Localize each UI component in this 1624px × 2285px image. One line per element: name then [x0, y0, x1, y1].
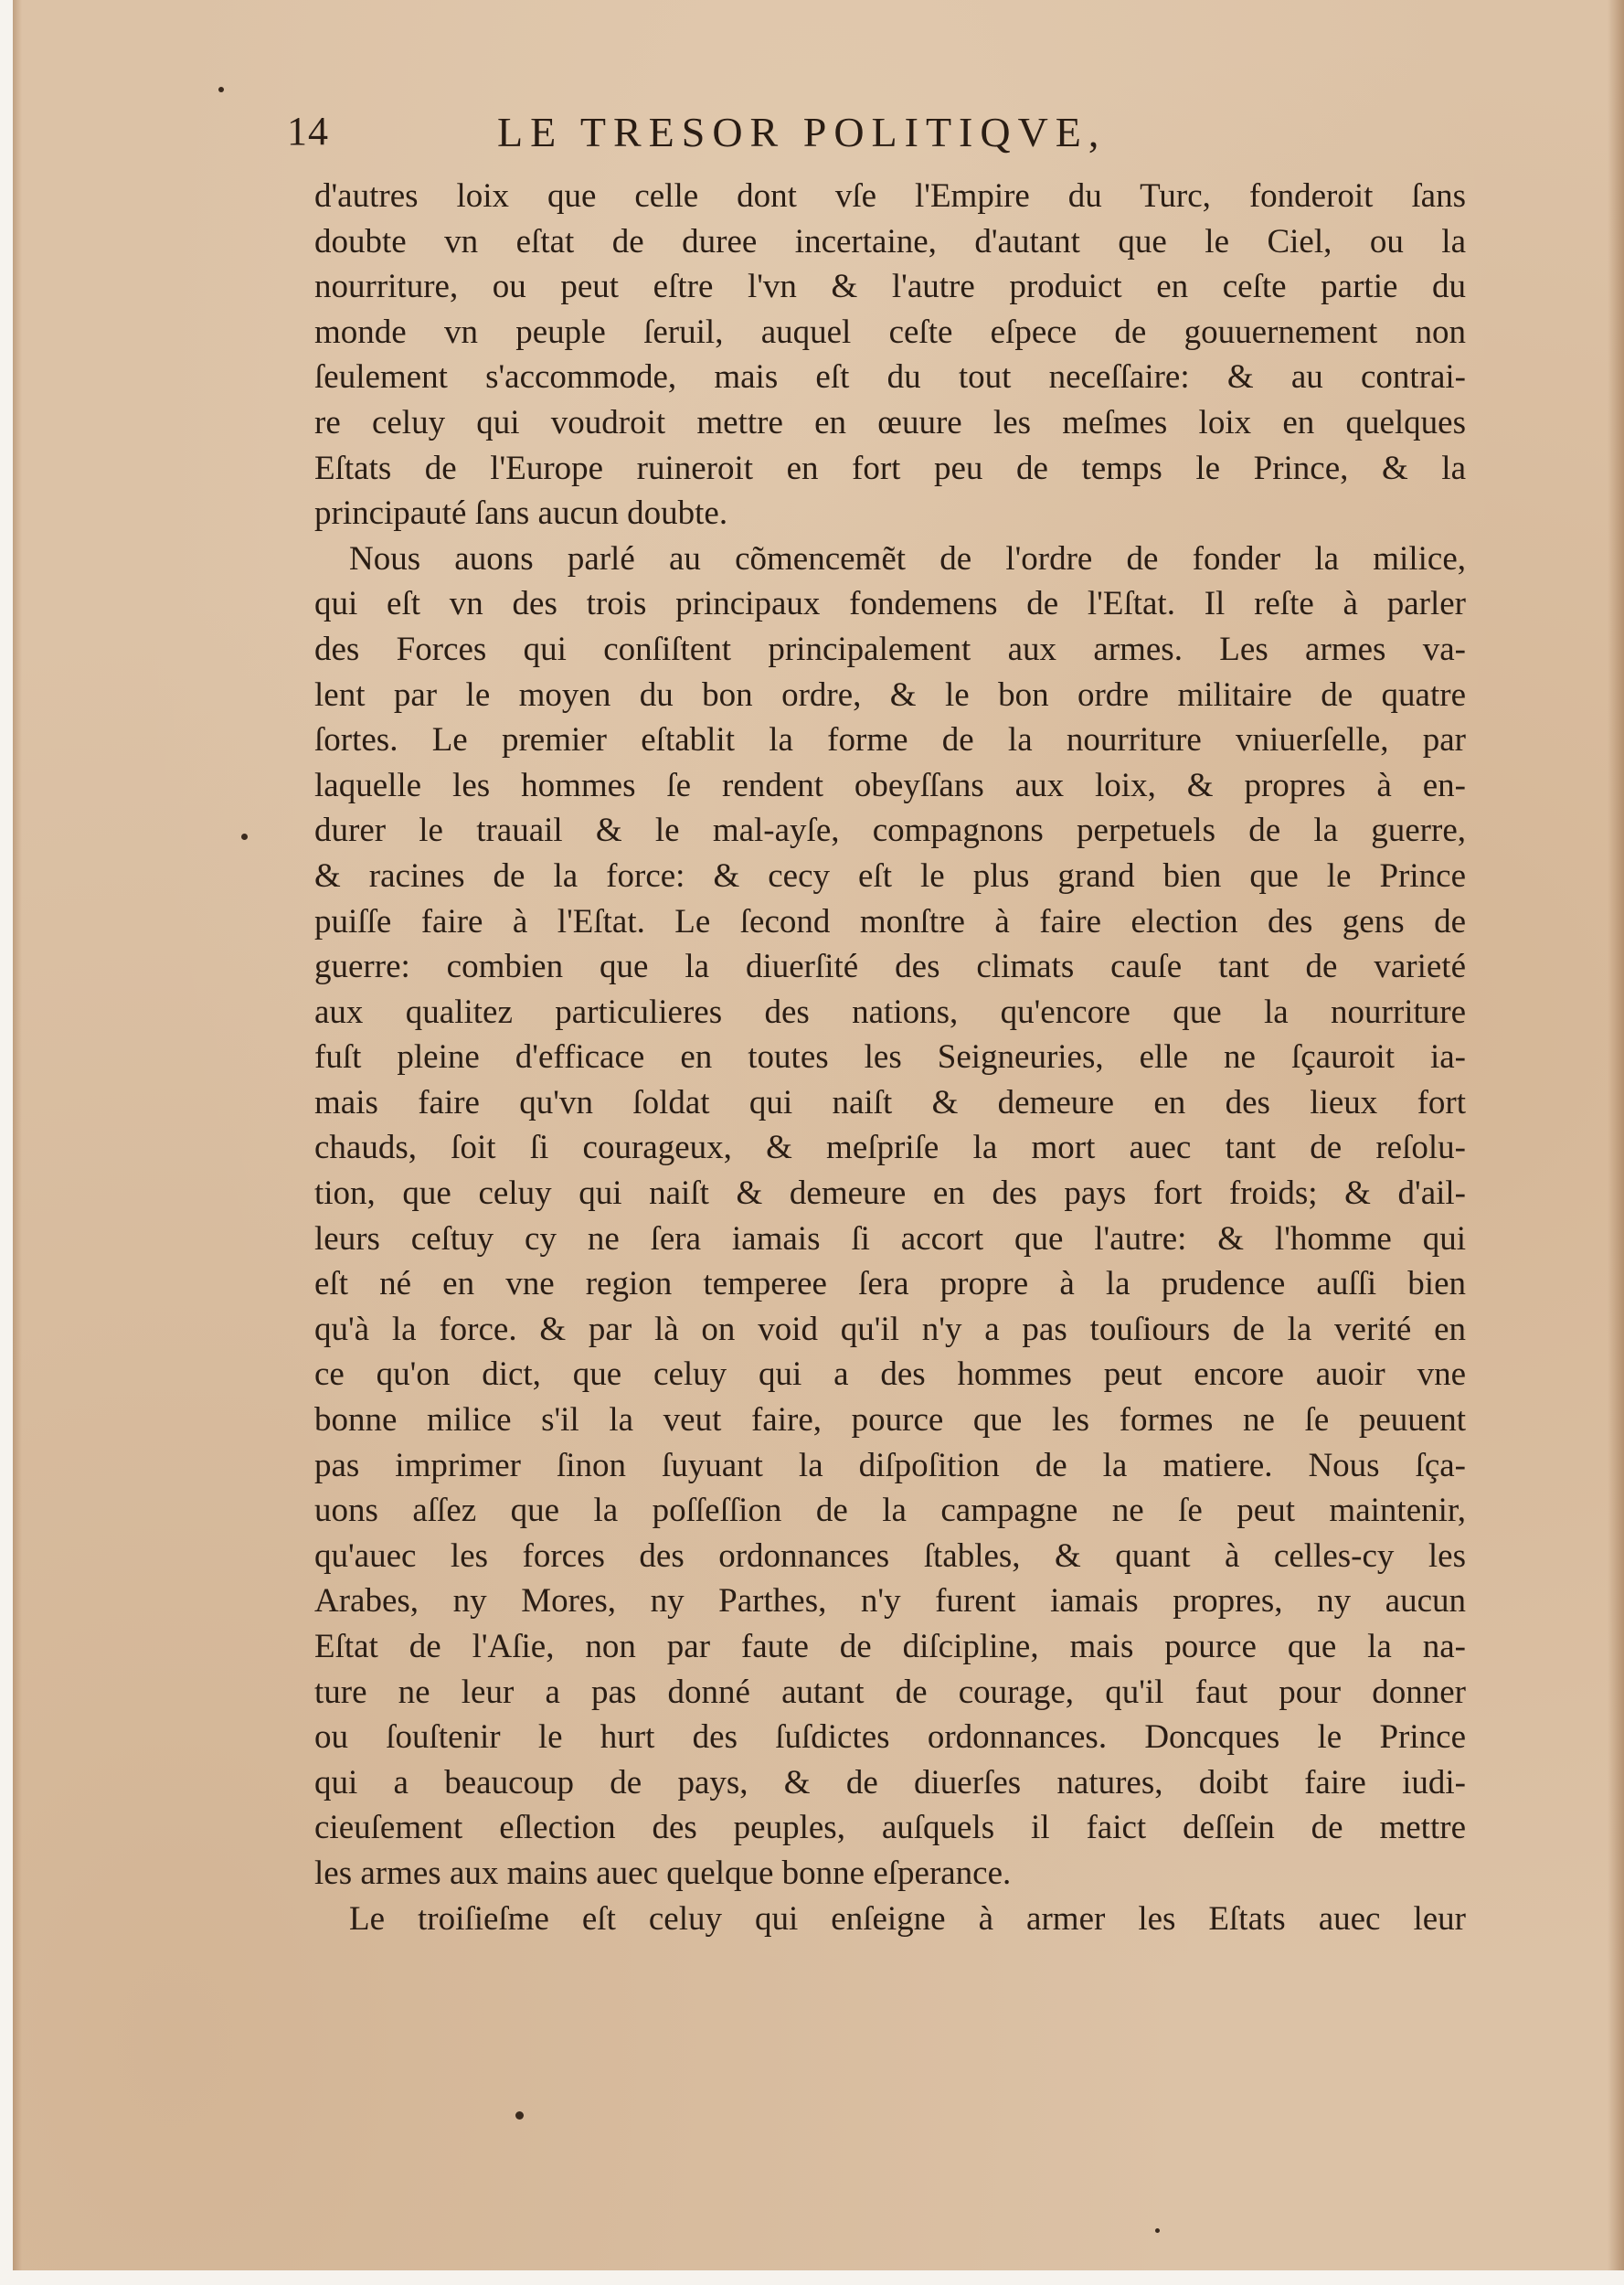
text-line: leurs ceſtuy cy ne ſera iamais ſi accort que l'autre: & l'homme qui [314, 1219, 1466, 1258]
book-page [13, 0, 1624, 2270]
text-line: des Forces qui conſiſtent principalement aux armes. Les armes va- [314, 630, 1466, 668]
text-line: les armes aux mains auec quelque bonne eſperance. [314, 1854, 1012, 1892]
text-line: qui a beaucoup de pays, & de diuerſes natures, doibt faire iudi- [314, 1763, 1466, 1801]
page-number: 14 [287, 109, 329, 154]
text-line: Eſtat de l'Aſie, non par faute de diſcipline, mais pource que la na- [314, 1628, 1466, 1665]
text-line: nourriture, ou peut eſtre l'vn & l'autre produict en ceſte partie du [314, 268, 1466, 306]
text-line: pas imprimer ſinon ſuyuant la diſpoſition de la matiere. Nous ſça- [314, 1446, 1466, 1484]
text-line: qu'à la force. & par là on void qu'il n'y a pas touſiours de la verité en [314, 1310, 1466, 1348]
ink-speck [515, 2111, 524, 2120]
text-line: aux qualitez particulieres des nations, qu'encore que la nourriture [314, 993, 1466, 1031]
text-line: guerre: combien que la diuerſité des climats cauſe tant de varieté [314, 948, 1466, 986]
text-line: fuſt pleine d'efficace en toutes les Seigneuries, elle ne ſçauroit ia- [314, 1038, 1466, 1077]
ink-speck [218, 87, 224, 92]
text-line: d'autres loix que celle dont vſe l'Empire du Turc, fonderoit ſans [314, 177, 1466, 215]
text-line: qu'auec les forces des ordonnances ſtables, & quant à celles-cy les [314, 1536, 1466, 1575]
running-title: LE TRESOR POLITIQVE, [497, 109, 1107, 155]
text-line: bonne milice s'il la veut faire, pource que les formes ne ſe peuuent [314, 1401, 1466, 1440]
text-line: ce qu'on dict, que celuy qui a des hommes peut encore auoir vne [314, 1355, 1466, 1394]
text-line: ou ſouſtenir le hurt des ſuſdictes ordonnances. Doncques le Prince [314, 1718, 1466, 1757]
text-line: Nous auons parlé au cõmencemẽt de l'ordre de fonder la milice, [349, 539, 1466, 578]
body-text [314, 174, 1466, 1941]
text-line: & racines de la force: & cecy eſt le plus grand bien que le Prince [314, 856, 1466, 895]
text-line: mais faire qu'vn ſoldat qui naiſt & demeure en des lieux fort [314, 1083, 1466, 1121]
text-line: eſt né en vne region temperee ſera propre à la prudence auſſi bien [314, 1265, 1466, 1303]
text-line: cieuſement eſlection des peuples, auſquels il faict deſſein de mettre [314, 1809, 1466, 1847]
text-line: re celuy qui voudroit mettre en œuure les meſmes loix en quelques [314, 403, 1466, 441]
text-line: laquelle les hommes ſe rendent obeyſſans aux loix, & propres à en- [314, 766, 1466, 804]
ink-speck [1155, 2228, 1160, 2233]
ink-speck [241, 834, 248, 840]
running-head [13, 108, 1624, 163]
text-line: ture ne leur a pas donné autant de courage, qu'il faut pour donner [314, 1673, 1466, 1711]
text-line: doubte vn eſtat de duree incertaine, d'autant que le Ciel, ou la [314, 222, 1466, 260]
page-edge-shadow [13, 0, 22, 2270]
binding-shadow [1608, 0, 1624, 2270]
text-line: Eſtats de l'Europe ruineroit en fort peu de temps le Prince, & la [314, 449, 1466, 487]
text-line: durer le trauail & le mal-ayſe, compagnons perpetuels de la guerre, [314, 812, 1466, 850]
text-line: tion, que celuy qui naiſt & demeure en des pays fort froids; & d'ail- [314, 1174, 1466, 1213]
text-line: Arabes, ny Mores, ny Parthes, n'y furent iamais propres, ny aucun [314, 1582, 1466, 1621]
text-line: qui eſt vn des trois principaux fondemens de l'Eſtat. Il reſte à parler [314, 585, 1466, 623]
text-line: ſeulement s'accommode, mais eſt du tout neceſſaire: & au contrai- [314, 358, 1466, 397]
text-line: Le troiſieſme eſt celuy qui enſeigne à armer les Eſtats auec leur [349, 1899, 1466, 1938]
text-line: lent par le moyen du bon ordre, & le bon ordre militaire de quatre [314, 675, 1466, 714]
text-line: monde vn peuple ſeruil, auquel ceſte eſpece de gouuernement non [314, 313, 1466, 351]
text-line: uons aſſez que la poſſeſſion de la campagne ne ſe peut maintenir, [314, 1492, 1466, 1530]
text-line: chauds, ſoit ſi courageux, & meſpriſe la mort auec tant de reſolu- [314, 1129, 1466, 1167]
text-line: puiſſe faire à l'Eſtat. Le ſecond monſtre à faire election des gens de [314, 902, 1466, 941]
text-line: principauté ſans aucun doubte. [314, 494, 728, 533]
text-line: ſortes. Le premier eſtablit la forme de la nourriture vniuerſelle, par [314, 721, 1466, 760]
